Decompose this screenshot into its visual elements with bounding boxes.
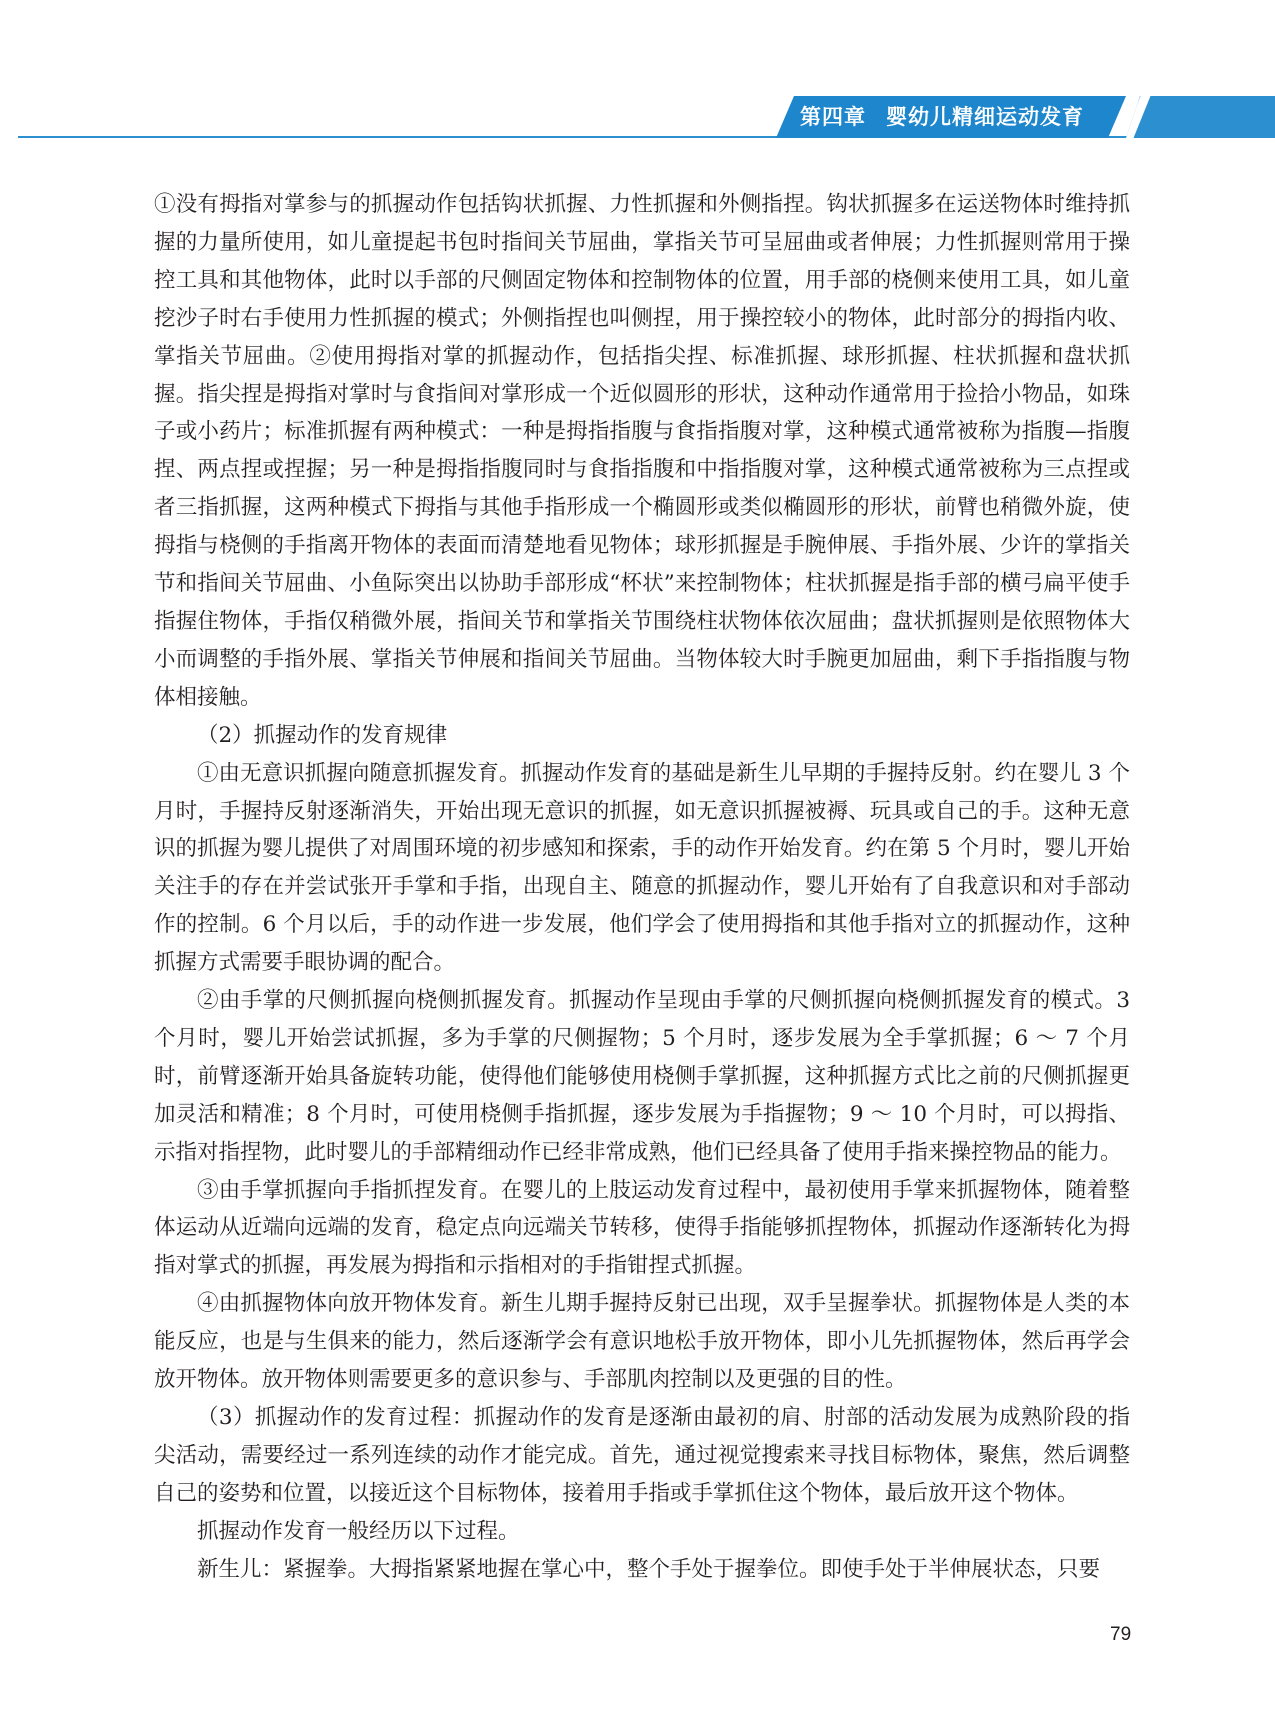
header-decoration <box>1126 96 1275 138</box>
chapter-number: 第四章 <box>800 105 866 129</box>
body-text <box>154 186 1130 1589</box>
chapter-title: 婴幼儿精细运动发育 <box>886 105 1084 129</box>
paragraph: ③由手掌抓握向手指抓捏发育。在婴儿的上肢运动发育过程中，最初使用手掌来抓握物体，随着整体运动从近端向远端的发育，稳定点向远端关节转移，使得手指能够抓捏物体，抓握动作逐渐转化为拇指对掌式的抓握，再发展为拇指和示指相对的手指钳捏式抓握。 <box>154 1177 1130 1279</box>
paragraph: ④由抓握物体向放开物体发育。新生儿期手握持反射已出现，双手呈握拳状。抓握物体是人类的本能反应，也是与生俱来的能力，然后逐渐学会有意识地松手放开物体，即小儿先抓握物体，然后再学会放开物体。放开物体则需要更多的意识参与、手部肌肉控制以及更强的目的性。 <box>154 1291 1130 1393</box>
paragraph: ①没有拇指对掌参与的抓握动作包括钩状抓握、力性抓握和外侧指捏。钩状抓握多在运送物体时维持抓握的力量所使用，如儿童提起书包时指间关节屈曲，掌指关节可呈屈曲或者伸展；力性抓握则常用于操控工具和其他物体，此时以手部的尺侧固定物体和控制物体的位置，用手部的桡侧来使用工具，如儿童挖沙子时右手使用力性抓握的模式；外侧指捏也叫侧捏，用于操控较小的物体，此时部分的拇指内收、掌指关节屈曲。②使用拇指对掌的抓握动作，包括指尖捏、标准抓握、球形抓握、柱状抓握和盘状抓握。指尖捏是拇指对掌时与食指间对掌形成一个近似圆形的形状，这种动作通常用于捡拾小物品，如珠子或小药片；标准抓握有两种模式：一种是拇指指腹与食指指腹对掌，这种模式通常被称为指腹—指腹捏、两点捏或捏握；另一种是拇指指腹同时与食指指腹和中指指腹对掌，这种模式通常被称为三点捏或者三指抓握，这两种模式下拇指与其他手指形成一个椭圆形或类似椭圆形的形状，前臂也稍微外旋，使拇指与桡侧的手指离开物体的表面而清楚地看见物体；球形抓握是手腕伸展、手指外展、少许的掌指关节和指间关节屈曲、小鱼际突出以协助手部形成“杯状”来控制物体；柱状抓握是指手部的横弓扁平使手指握住物体，手指仅稍微外展，指间关节和掌指关节围绕柱状物体依次屈曲；盘状抓握则是依照物体大小而调整的手指外展、掌指关节伸展和指间关节屈曲。当物体较大时手腕更加屈曲，剩下手指指腹与物体相接触。 <box>154 192 1130 710</box>
paragraph: ①由无意识抓握向随意抓握发育。抓握动作发育的基础是新生儿早期的手握持反射。约在婴儿 3 个月时，手握持反射逐渐消失，开始出现无意识的抓握，如无意识抓握被褥、玩具或自己的手。这种无意识的抓握为婴儿提供了对周围环境的初步感知和探索，手的动作开始发育。约在第 5 个月时，婴儿开始关注手的存在并尝试张开手掌和手指，出现自主、随意的抓握动作，婴儿开始有了自我意识和对手部动作的控制。6 个月以后，手的动作进一步发展，他们学会了使用拇指和其他手指对立的抓握动作，这种抓握方式需要手眼协调的配合。 <box>154 760 1130 976</box>
paragraph: 新生儿：紧握拳。大拇指紧紧地握在掌心中，整个手处于握拳位。即使手处于半伸展状态，只要 <box>197 1556 1101 1582</box>
section-heading: （2）抓握动作的发育规律 <box>197 722 448 748</box>
paragraph: ②由手掌的尺侧抓握向桡侧抓握发育。抓握动作呈现由手掌的尺侧抓握向桡侧抓握发育的模式。3 个月时，婴儿开始尝试抓握，多为手掌的尺侧握物；5 个月时，逐步发展为全手掌抓握；6 ～ 7 个月时，前臂逐渐开始具备旋转功能，使得他们能够使用桡侧手掌抓握，这种抓握方式比之前的尺侧抓握更加灵活和精准；8 个月时，可使用桡侧手指抓握，逐步发展为手指握物；9 ～ 10 个月时，可以拇指、示指对指捏物，此时婴儿的手部精细动作已经非常成熟，他们已经具备了使用手指来操控物品的能力。 <box>154 988 1130 1165</box>
chapter-header <box>800 100 1100 134</box>
page-number: 79 <box>1110 1624 1132 1645</box>
paragraph: 抓握动作发育一般经历以下过程。 <box>197 1518 520 1544</box>
paragraph: （3）抓握动作的发育过程：抓握动作的发育是逐渐由最初的肩、肘部的活动发展为成熟阶段的指尖活动，需要经过一系列连续的动作才能完成。首先，通过视觉搜索来寻找目标物体，聚焦，然后调整自己的姿势和位置，以接近这个目标物体，接着用手指或手掌抓住这个物体，最后放开这个物体。 <box>154 1405 1130 1506</box>
